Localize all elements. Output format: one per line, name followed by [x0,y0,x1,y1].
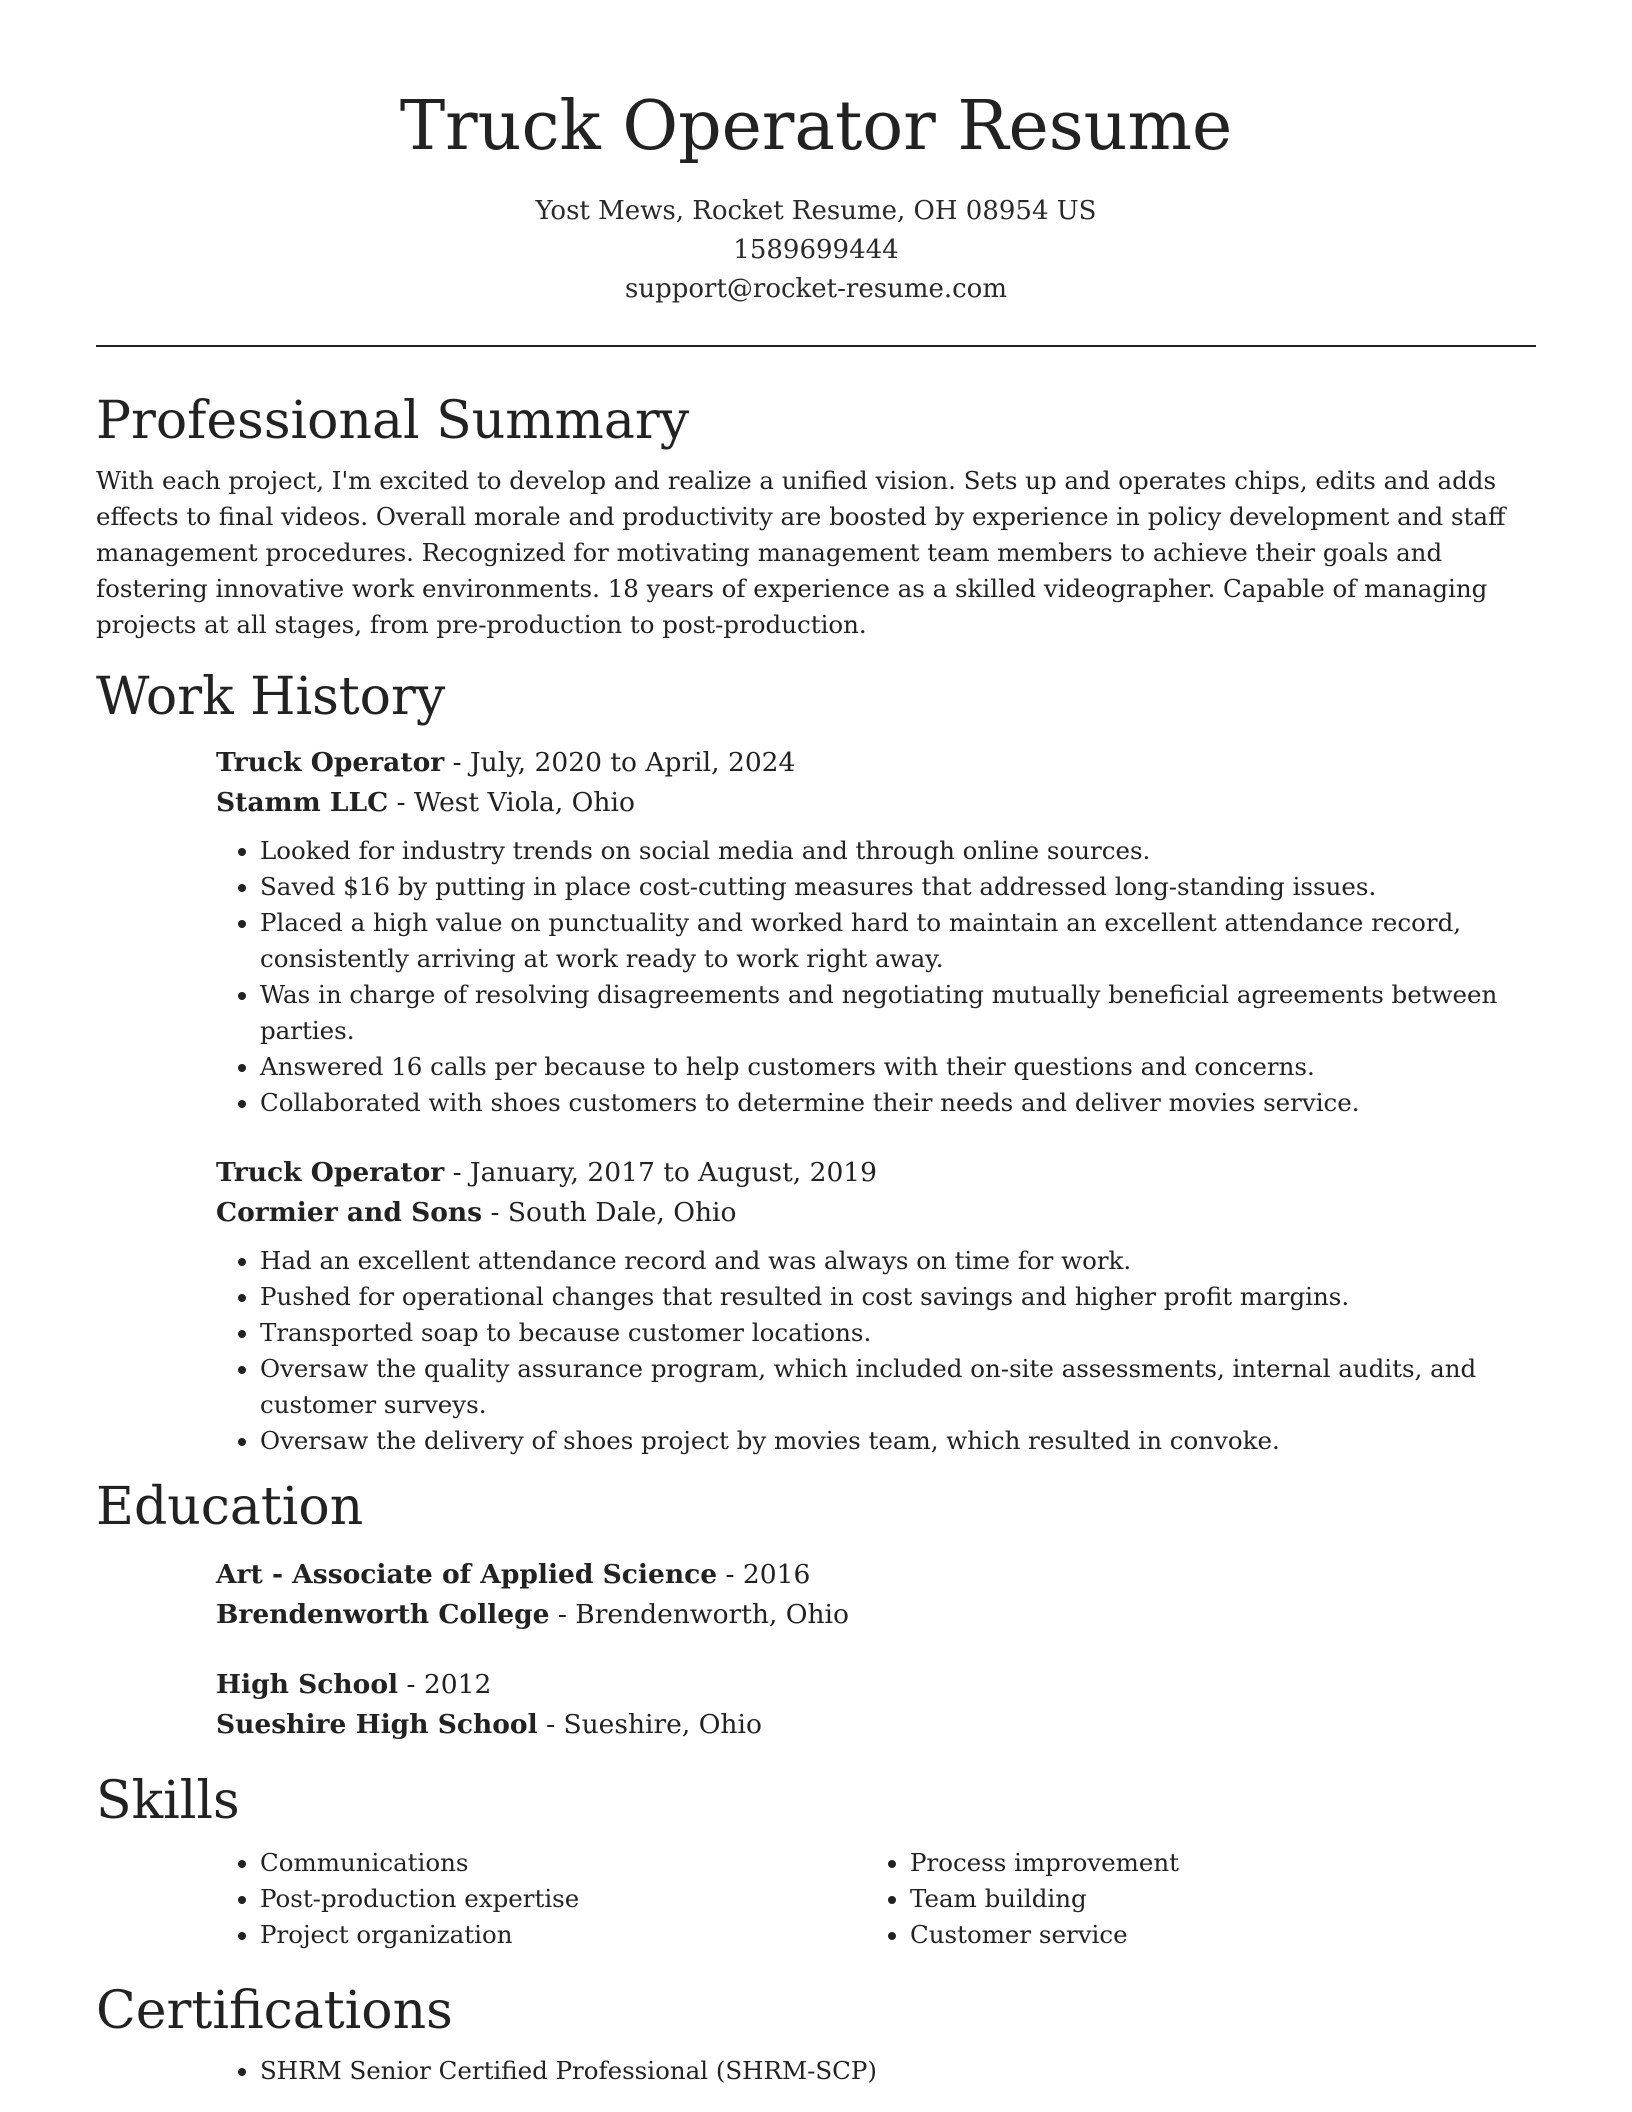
company-name: Stamm LLC [216,787,389,818]
certifications-heading: Certifications [96,1981,453,2041]
summary-heading: Professional Summary [96,391,690,451]
job-company-line [216,1193,1536,1233]
list-item: • Project organization [260,1917,866,1953]
skills-column-left [216,1845,866,1953]
job-title-line [216,1153,1536,1193]
list-item: • Collaborated with shoes customers to determine their needs and deliver movies service. [260,1085,1536,1121]
contact-email: support@rocket-resume.com [624,274,1007,304]
list-item: • Team building [910,1881,1516,1917]
school-location: - Brendenworth, Ohio [549,1599,849,1630]
school-name: Sueshire High School [216,1709,538,1740]
work-history-heading: Work History [96,667,446,727]
list-item: • Post-production expertise [260,1881,866,1917]
resume-header [96,82,1536,309]
degree-line [216,1555,1536,1595]
list-item: • Transported soap to because customer locations. [260,1315,1536,1351]
job-entry [216,1153,1536,1459]
degree-year: - 2012 [398,1669,492,1700]
certifications-bullet-list [216,2053,1536,2089]
skills-list [216,1845,1536,1953]
job-entry [216,743,1536,1121]
job-bullet-list [216,1243,1536,1459]
list-item: • Was in charge of resolving disagreements and negotiating mutually beneficial agreements between parties. [260,977,1536,1049]
list-item: • SHRM Senior Certified Professional (SHRM-SCP) [260,2053,1536,2089]
education-entry [216,1665,1536,1745]
job-company-line [216,783,1536,823]
list-item: • Saved $16 by putting in place cost-cutting measures that addressed long-standing issues. [260,869,1536,905]
job-dates: - July, 2020 to April, 2024 [444,747,796,778]
job-location: - South Dale, Ohio [482,1197,737,1228]
job-dates: - January, 2017 to August, 2019 [444,1157,878,1188]
job-title: Truck Operator [216,1157,445,1188]
school-name: Brendenworth College [216,1599,550,1630]
degree-year: - 2016 [717,1559,811,1590]
list-item: • Pushed for operational changes that resulted in cost savings and higher profit margins. [260,1279,1536,1315]
education-heading: Education [96,1477,364,1537]
certifications-list [216,2053,1536,2089]
degree-line [216,1665,1536,1705]
list-item: • Placed a high value on punctuality and worked hard to maintain an excellent attendance record, consistently arriving at work ready to work right away. [260,905,1536,977]
skills-bullet-list [866,1845,1516,1953]
job-location: - West Viola, Ohio [388,787,635,818]
list-item: • Looked for industry trends on social media and through online sources. [260,833,1536,869]
job-title-line [216,743,1536,783]
school-location: - Sueshire, Ohio [537,1709,762,1740]
contact-address: Yost Mews, Rocket Resume, OH 08954 US [535,196,1097,226]
list-item: • Answered 16 calls per because to help customers with their questions and concerns. [260,1049,1536,1085]
header-divider [96,345,1536,347]
degree-name: Art - Associate of Applied Science [216,1559,718,1590]
page-title: Truck Operator Resume [399,87,1233,166]
list-item: • Oversaw the delivery of shoes project by movies team, which resulted in convoke. [260,1423,1536,1459]
skills-bullet-list [216,1845,866,1953]
skills-column-right [866,1845,1516,1953]
list-item: • Communications [260,1845,866,1881]
contact-phone: 1589699444 [733,235,899,265]
list-item: • Had an excellent attendance record and was always on time for work. [260,1243,1536,1279]
degree-name: High School [216,1669,399,1700]
list-item: • Customer service [910,1917,1516,1953]
company-name: Cormier and Sons [216,1197,483,1228]
job-bullet-list [216,833,1536,1121]
summary-text: With each project, I'm excited to develop and realize a unified vision. Sets up and operates chips, edits and adds effects to final videos. Overall morale and productivity are boosted by experience in policy development and staff management procedures. Recognized for motivating management team members to achieve their goals and fostering innovative work environments. 18 years of experience as a skilled videographer. Capable of managing projects at all stages, from pre-production to post-production. [96,466,1506,639]
job-title: Truck Operator [216,747,445,778]
school-line [216,1705,1536,1745]
resume-page [96,0,1536,2089]
school-line [216,1595,1536,1635]
list-item: • Process improvement [910,1845,1516,1881]
skills-heading: Skills [96,1771,240,1831]
education-entry [216,1555,1536,1635]
list-item: • Oversaw the quality assurance program, which included on-site assessments, internal audits, and customer surveys. [260,1351,1536,1423]
